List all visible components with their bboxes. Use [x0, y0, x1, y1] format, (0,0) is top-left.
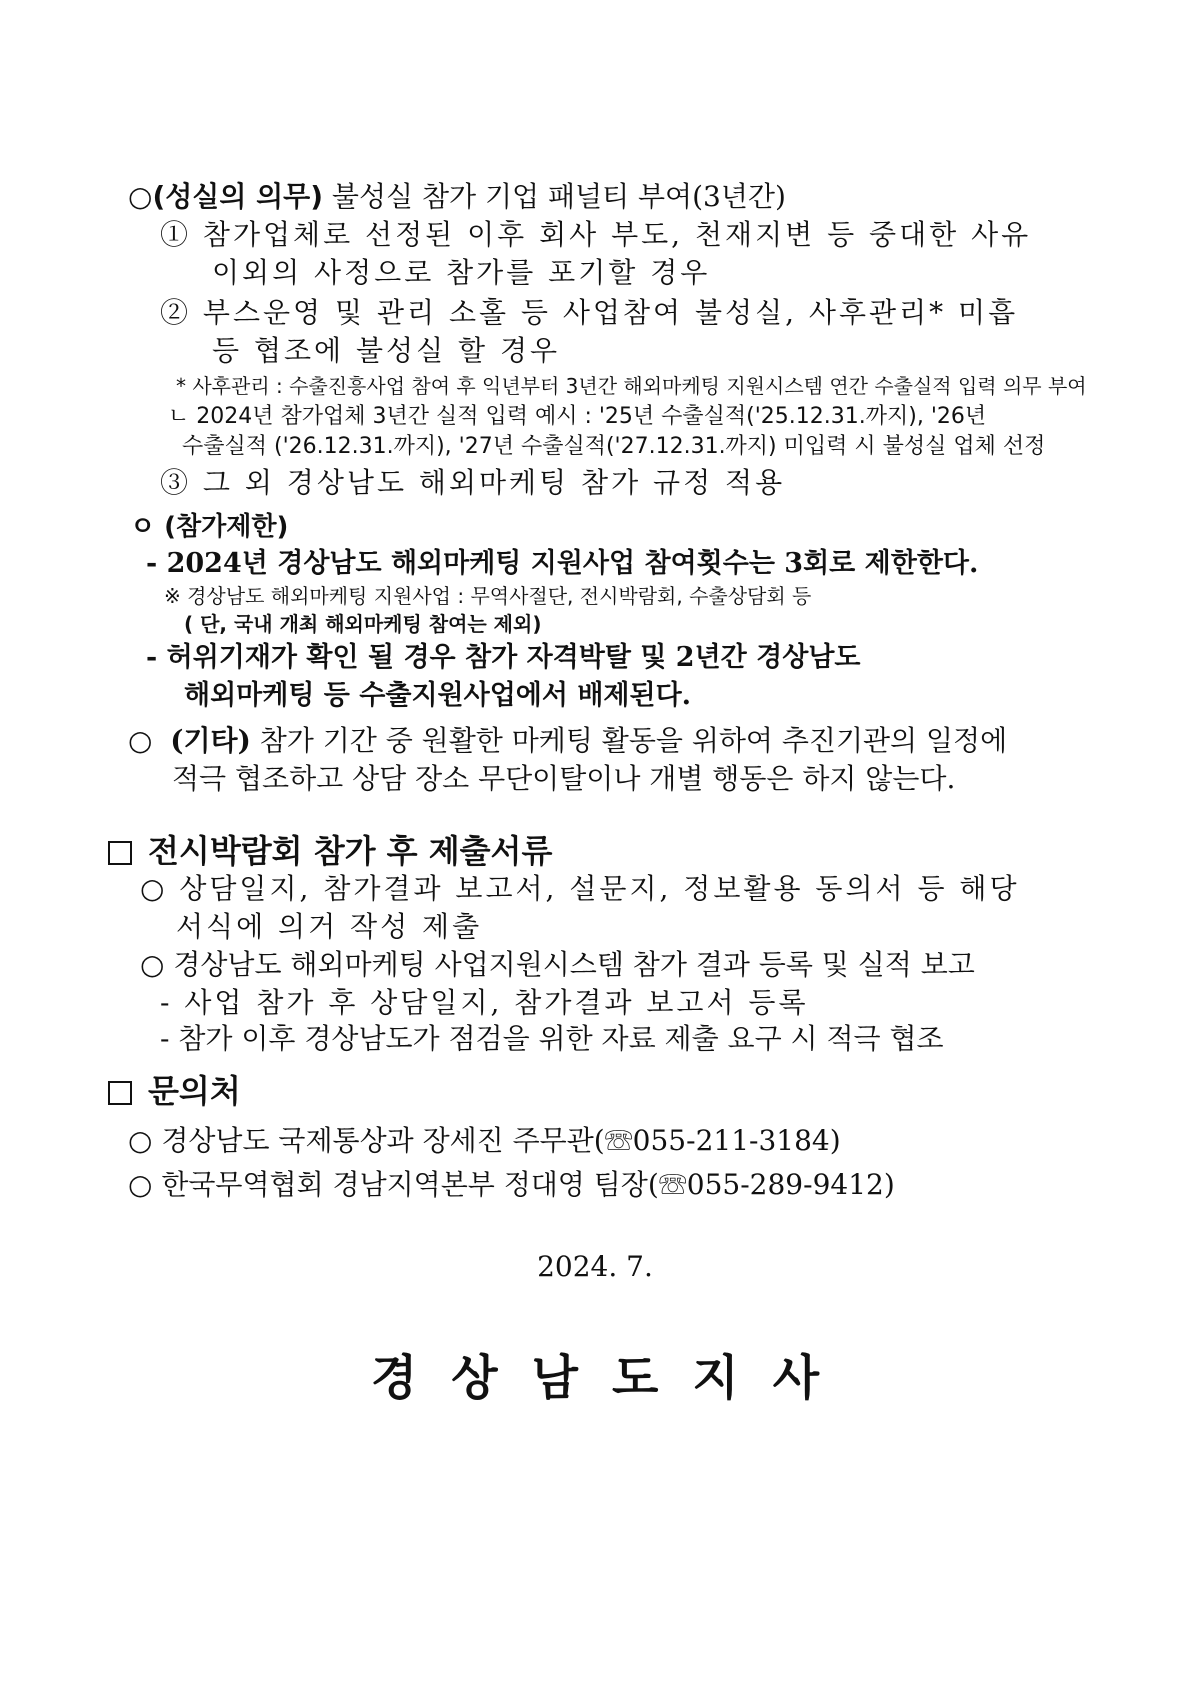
- checkbox-square-icon: [108, 1081, 132, 1105]
- signature: 경상남도지사: [370, 1350, 854, 1406]
- sincerity-item-2-line-1: ② 부스운영 및 관리 소홀 등 사업참여 불성실, 사후관리* 미흡: [160, 296, 1019, 329]
- sincerity-item-2-line-2: 등 협조에 불성실 할 경우: [212, 334, 561, 367]
- restriction-note-1: ※ 경상남도 해외마케팅 지원사업 : 무역사절단, 전시박람회, 수출상담회 등: [164, 584, 812, 608]
- contact-line-2: ○ 한국무역협회 경남지역본부 정대영 팀장(☏055-289-9412): [128, 1168, 895, 1201]
- documents-sub-1: - 사업 참가 후 상담일지, 참가결과 보고서 등록: [160, 986, 809, 1019]
- contact-line-1: ○ 경상남도 국제통상과 장세진 주무관(☏055-211-3184): [128, 1124, 841, 1157]
- restriction-note-2: ( 단, 국내 개최 해외마케팅 참여는 제외): [184, 612, 542, 636]
- sincerity-text: 불성실 참가 기업 패널티 부여(3년간): [323, 180, 786, 213]
- sincerity-item-1-line-2: 이외의 사정으로 참가를 포기할 경우: [212, 256, 711, 289]
- documents-sub-2: - 참가 이후 경상남도가 점검을 위한 자료 제출 요구 시 적극 협조: [160, 1022, 944, 1055]
- etc-text: 참가 기간 중 원활한 마케팅 활동을 위하여 추진기관의 일정에: [250, 724, 1008, 757]
- documents-item-1-line-1: ○ 상담일지, 참가결과 보고서, 설문지, 정보활용 동의서 등 해당: [140, 872, 1020, 905]
- sincerity-note-2-line-1: ㄴ 2024년 참가업체 3년간 실적 입력 예시 : '25년 수출실적('25.12.31.까지), '26년: [168, 404, 987, 429]
- restriction-line-2b: 해외마케팅 등 수출지원사업에서 배제된다.: [184, 680, 692, 711]
- sincerity-item-1-line-1: ① 참가업체로 선정된 이후 회사 부도, 천재지변 등 중대한 사유: [160, 218, 1032, 251]
- documents-section-title-line: [108, 832, 552, 870]
- sincerity-note-2-line-2: 수출실적 ('26.12.31.까지), '27년 수출실적('27.12.31.까지) 미입력 시 불성실 업체 선정: [182, 434, 1046, 459]
- sincerity-item-3: ③ 그 외 경상남도 해외마케팅 참가 규정 적용: [160, 466, 786, 499]
- sincerity-heading: (성실의 의무): [152, 180, 324, 213]
- documents-item-2: ○ 경상남도 해외마케팅 사업지원시스템 참가 결과 등록 및 실적 보고: [140, 948, 975, 981]
- document-date: 2024. 7.: [537, 1250, 653, 1283]
- contact-section-title-line: [108, 1072, 241, 1110]
- contact-section-title: 문의처: [148, 1072, 241, 1110]
- sincerity-note-1: * 사후관리 : 수출진흥사업 참여 후 익년부터 3년간 해외마케팅 지원시스템 연간 수출실적 입력 의무 부여: [176, 374, 1087, 398]
- checkbox-square-icon: [108, 841, 132, 865]
- bullet: ○: [128, 180, 153, 213]
- sincerity-heading-line: [128, 180, 786, 214]
- etc-line-2: 적극 협조하고 상담 장소 무단이탈이나 개별 행동은 하지 않는다.: [172, 762, 956, 795]
- restriction-line-2a: - 허위기재가 확인 될 경우 참가 자격박탈 및 2년간 경상남도: [146, 642, 861, 673]
- documents-section-title: 전시박람회 참가 후 제출서류: [148, 832, 553, 870]
- bullet: ○: [128, 724, 153, 757]
- restriction-line-1: - 2024년 경상남도 해외마케팅 지원사업 참여횟수는 3회로 제한한다.: [146, 548, 979, 579]
- etc-heading: (기타): [170, 724, 251, 757]
- restriction-heading: ㅇ (참가제한): [130, 512, 289, 542]
- documents-item-1-line-2: 서식에 의거 작성 제출: [176, 910, 483, 943]
- etc-line-1: [128, 724, 1007, 758]
